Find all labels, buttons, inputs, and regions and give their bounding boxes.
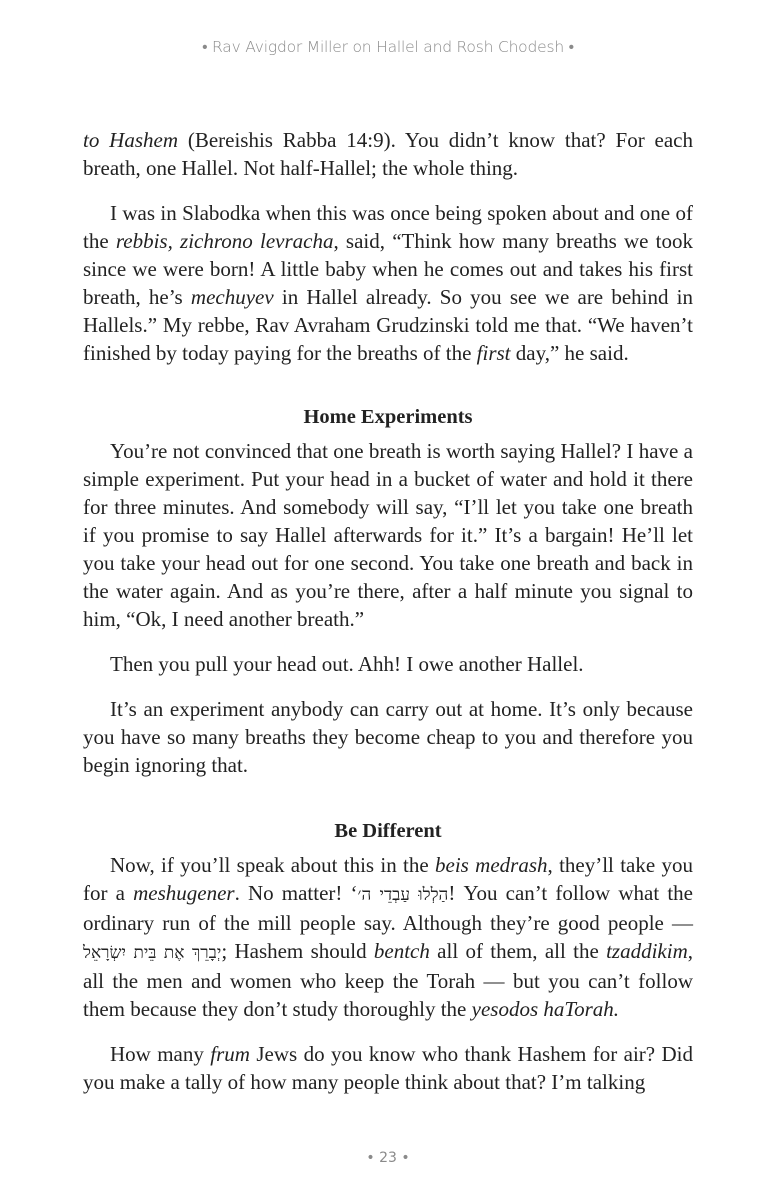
paragraph-anybody-can: It’s an experiment anybody can carry out at home. It’s only because you have so many breaths they become cheap to you and therefore you begin ignoring that.: [83, 697, 693, 777]
section-heading-be-different: Be Different: [334, 820, 442, 842]
body-text: [83, 126, 693, 1096]
italic-term: first: [476, 341, 511, 365]
text-run: , they’ll take you for a: [83, 853, 694, 905]
italic-term: rebbis, zichrono levracha: [115, 229, 334, 253]
paragraph-pull-head-out: Then you pull your head out. Ahh! I owe another Hallel.: [110, 652, 584, 676]
italic-term: mechuyev: [190, 285, 274, 309]
italic-term: tzaddikim: [606, 939, 688, 963]
text-run: I was in Slabodka when this was once being spoken about and one of the: [83, 201, 693, 253]
text-run: ; Hashem should: [221, 939, 374, 963]
text-run: How many: [110, 1042, 211, 1066]
text-run: Jews do you know who thank Hashem for air? Did you make a tally of how many people think about that? I’m talking: [83, 1042, 693, 1094]
text-run: . No matter! ‘: [234, 881, 358, 905]
italic-term: frum: [210, 1042, 250, 1066]
italic-term: beis medrash: [435, 853, 548, 877]
paragraph-frum-jews: [83, 1040, 693, 1096]
italic-term: yesodos haTorah.: [471, 997, 620, 1021]
paragraph-beis-medrash: [83, 851, 693, 1023]
italic-term: meshugener: [133, 881, 235, 905]
text-run: , said, “Think how many breaths we took since we were born! A little baby when he comes out and takes his first breath, he’s: [83, 229, 694, 309]
paragraph-experiment: You’re not convinced that one breath is worth saying Hallel? I have a simple experiment. Put your head in a bucket of water and hold it there for three minutes. And somebody will say, “I’ll let you take one breath if you promise to say Hallel afterwards for it.” It’s a bargain! He’ll let you take your head out for one second. You take one breath and back in the water again. And as you’re there, after a half minute you signal to him, “Ok, I need another breath.”: [83, 439, 693, 631]
text-run: , all the men and women who keep the Torah — but you can’t follow them because they don’t study thoroughly the: [83, 939, 693, 1021]
hebrew-quote: הַלְלוּ עַבְדֵי ה׳: [357, 885, 449, 905]
text-run: all of them, all the: [429, 939, 607, 963]
text-run: Now, if you’ll speak about this in the: [110, 853, 436, 877]
italic-term: bentch: [373, 939, 430, 963]
italic-term: to Hashem: [83, 128, 178, 152]
paragraph-slabodka: [83, 199, 693, 367]
text-run: ! You can’t follow what the ordinary run of the mill people say. Although they’re good people —: [83, 881, 693, 935]
running-head: • Rav Avigdor Miller on Hallel and Rosh Chodesh •: [202, 38, 574, 56]
section-heading-home-experiments: Home Experiments: [303, 406, 473, 428]
text-run: in Hallel already. So you see we are behind in Hallels.” My rebbe, Rav Avraham Grudzinski told me that. “We haven’t finished by today paying for the breaths of the: [83, 285, 693, 365]
text-run: day,” he said.: [510, 341, 629, 365]
hebrew-quote: יְבָרֵךְ אֶת בֵּית יִשְׂרָאֵל: [83, 943, 222, 963]
paragraph-continuation: [83, 126, 693, 182]
page-number: • 23 •: [366, 1150, 410, 1166]
text-run: (Bereishis Rabba 14:9). You didn’t know that? For each breath, one Hallel. Not half-Hallel; the whole thing.: [83, 128, 693, 180]
